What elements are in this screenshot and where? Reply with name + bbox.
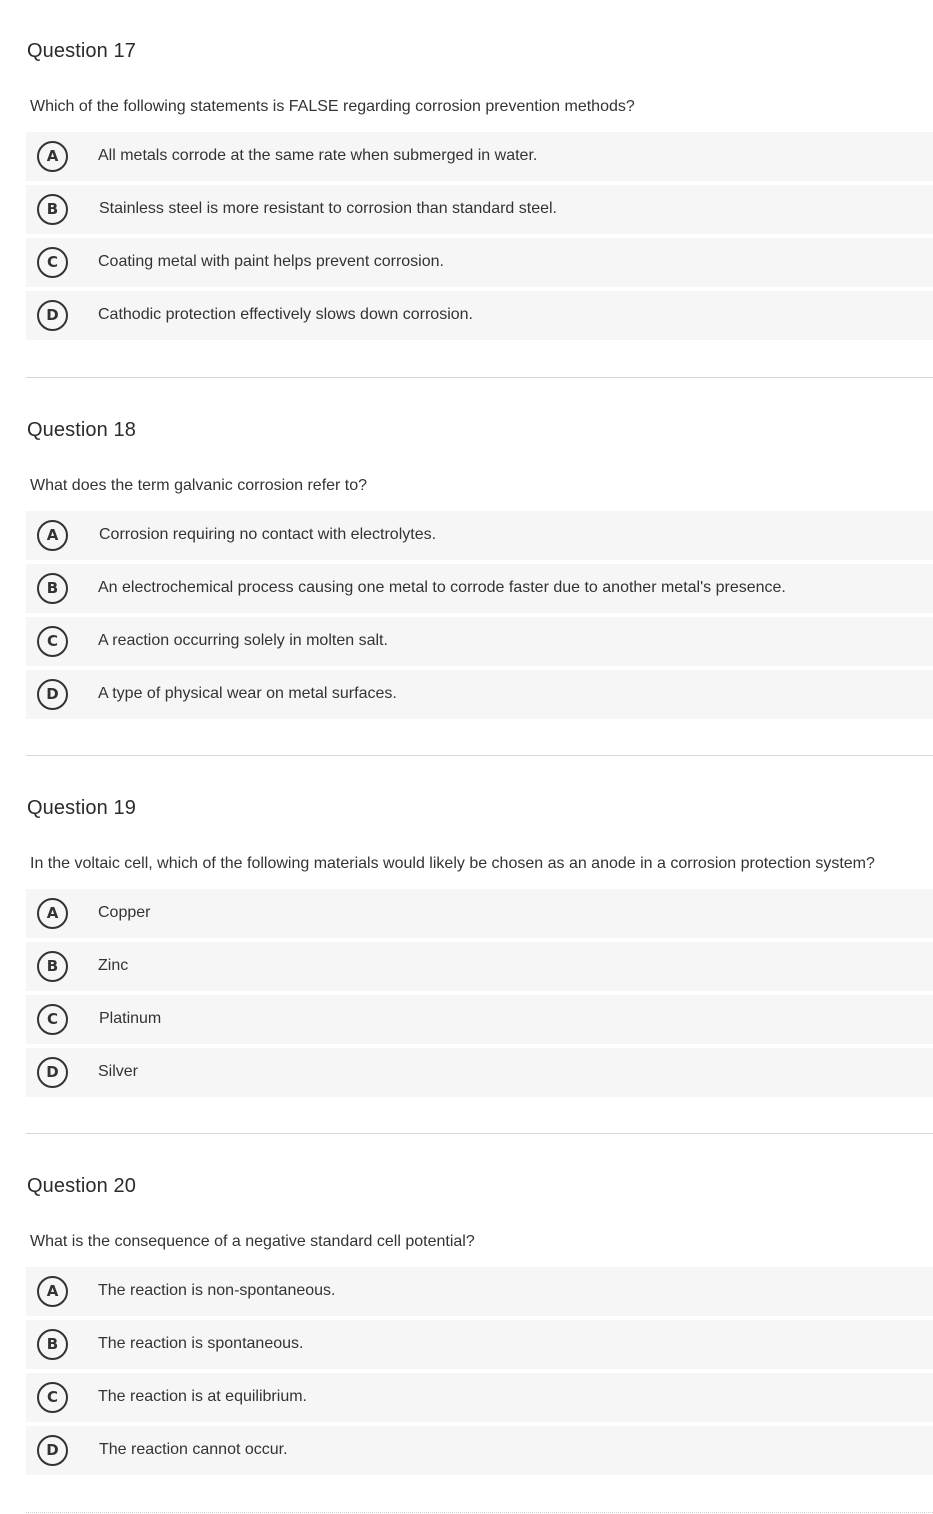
question-divider <box>26 755 933 756</box>
question-title: Question 19 <box>27 797 136 819</box>
question-text: Which of the following statements is FALSE regarding corrosion prevention methods? <box>30 98 635 115</box>
option-letter-d: D <box>37 1435 68 1466</box>
option-text: A type of physical wear on metal surfaces. <box>98 685 397 702</box>
option-b[interactable] <box>26 942 933 991</box>
option-letter-c: C <box>37 247 68 278</box>
option-text: Zinc <box>98 957 129 974</box>
option-letter-b: B <box>37 1329 68 1360</box>
option-letter-c: C <box>37 1004 68 1035</box>
answer-options <box>26 511 933 723</box>
option-letter-a: A <box>37 1276 68 1307</box>
option-text: Stainless steel is more resistant to corrosion than standard steel. <box>99 200 557 217</box>
option-a[interactable] <box>26 511 933 560</box>
option-text: An electrochemical process causing one metal to corrode faster due to another metal's presence. <box>98 579 786 596</box>
question-divider <box>26 1512 933 1513</box>
option-letter-b: B <box>37 573 68 604</box>
option-text: Cathodic protection effectively slows down corrosion. <box>98 306 473 323</box>
option-c[interactable] <box>26 617 933 666</box>
option-letter-a: A <box>37 141 68 172</box>
answer-options <box>26 1267 933 1479</box>
question-title: Question 18 <box>27 419 136 441</box>
option-b[interactable] <box>26 564 933 613</box>
option-d[interactable] <box>26 1048 933 1097</box>
option-d[interactable] <box>26 1426 933 1475</box>
question-text: What does the term galvanic corrosion refer to? <box>30 477 368 494</box>
option-text: Corrosion requiring no contact with electrolytes. <box>99 526 437 543</box>
option-text: Coating metal with paint helps prevent corrosion. <box>98 253 444 270</box>
option-letter-d: D <box>37 300 68 331</box>
option-c[interactable] <box>26 238 933 287</box>
option-d[interactable] <box>26 291 933 340</box>
question-title: Question 20 <box>27 1175 136 1197</box>
option-letter-d: D <box>37 1057 68 1088</box>
question-text: In the voltaic cell, which of the following materials would likely be chosen as an anode in a corrosion protection system? <box>30 855 875 872</box>
question-divider <box>26 1133 933 1134</box>
option-letter-c: C <box>37 1382 68 1413</box>
option-c[interactable] <box>26 1373 933 1422</box>
option-b[interactable] <box>26 185 933 234</box>
option-letter-a: A <box>37 898 68 929</box>
option-c[interactable] <box>26 995 933 1044</box>
option-a[interactable] <box>26 132 933 181</box>
option-text: The reaction is non-spontaneous. <box>98 1282 336 1299</box>
option-text: All metals corrode at the same rate when submerged in water. <box>98 147 538 164</box>
answer-options <box>26 132 933 344</box>
option-d[interactable] <box>26 670 933 719</box>
option-text: The reaction is spontaneous. <box>98 1335 304 1352</box>
question-divider <box>26 377 933 378</box>
option-text: Platinum <box>99 1010 162 1027</box>
question-title: Question 17 <box>27 40 136 62</box>
option-text: The reaction is at equilibrium. <box>98 1388 307 1405</box>
option-text: The reaction cannot occur. <box>99 1441 288 1458</box>
option-text: A reaction occurring solely in molten salt. <box>98 632 388 649</box>
option-a[interactable] <box>26 889 933 938</box>
option-letter-b: B <box>37 951 68 982</box>
option-a[interactable] <box>26 1267 933 1316</box>
option-letter-d: D <box>37 679 68 710</box>
option-b[interactable] <box>26 1320 933 1369</box>
option-text: Copper <box>98 904 151 921</box>
option-text: Silver <box>98 1063 139 1080</box>
question-text: What is the consequence of a negative standard cell potential? <box>30 1233 475 1250</box>
option-letter-c: C <box>37 626 68 657</box>
option-letter-b: B <box>37 194 68 225</box>
answer-options <box>26 889 933 1101</box>
option-letter-a: A <box>37 520 68 551</box>
